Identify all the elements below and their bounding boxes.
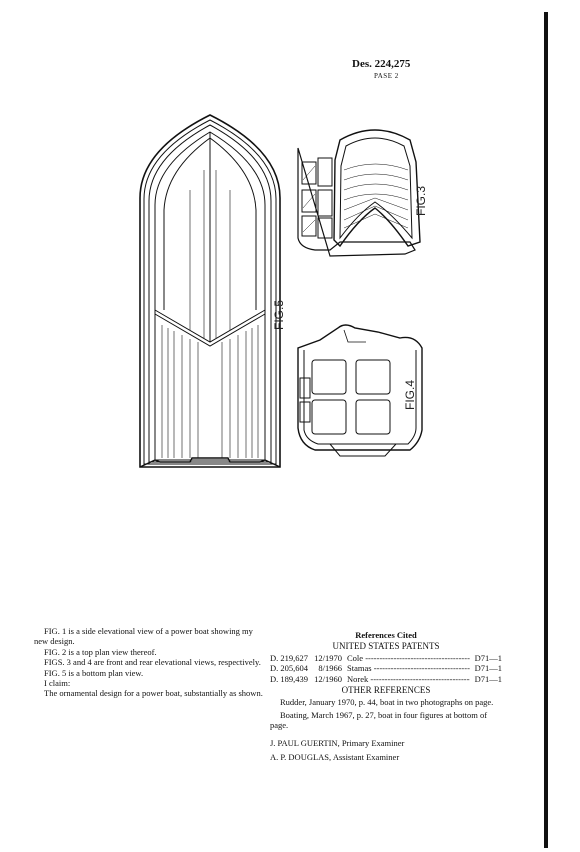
patent-name-cell: Norek ----- [347,674,470,684]
primary-examiner: J. PAUL GUERTIN, Primary Examiner [270,737,405,748]
us-patents-heading: UNITED STATES PATENTS [332,641,440,652]
patent-date-cell: 12/1960 [314,673,342,684]
description-paragraph: FIG. 5 is a bottom plan view. [44,667,144,678]
description-paragraph: FIGS. 3 and 4 are front and rear elevational views, respectively. [44,657,261,668]
description-paragraph: FIG. 2 is a top plan view thereof. [44,646,157,657]
other-reference: Rudder, January 1970, p. 44, boat in two photographs on page. [280,697,494,708]
assistant-examiner: A. P. DOUGLAS, Assistant Examiner [270,752,400,763]
patent-row [270,663,502,673]
other-references-heading: OTHER REFERENCES [341,685,431,696]
fig3-front-view [298,130,420,256]
fig4-label: FIG.4 [403,379,417,410]
fig5-label: FIG.5 [272,299,286,330]
patent-class-cell: D71—1 [474,663,502,674]
description-paragraph: FIG. 1 is a side elevational view of a power boat showing my new design. [34,626,253,647]
patent-number-cell: D. 205,604 [270,663,309,674]
claim-text: The ornamental design for a power boat, substantially as shown. [44,688,263,699]
description-column [34,626,268,699]
claim-heading: I claim: [44,678,71,689]
patent-date-cell: 8/1966 [318,663,342,674]
patent-row [270,653,502,663]
other-reference: Boating, March 1967, p. 27, boat in four figures at bottom of page. [270,709,488,731]
patent-date-cell: 12/1970 [314,652,342,663]
patent-name-cell: Stamas ----- [347,663,470,673]
sheet-label: PASE 2 [374,72,399,80]
references-column [270,630,502,762]
patent-number-cell: D. 219,627 [270,652,309,663]
boat-drawing [130,110,430,480]
patent-number: Des. 224,275 [352,58,411,70]
patent-class-cell: D71—1 [474,673,502,684]
patent-row [270,674,502,684]
patent-class-cell: D71—1 [474,652,502,663]
patent-name-cell: Cole ----- [347,653,470,663]
fig3-label: FIG.3 [414,185,428,216]
references-heading: References Cited [355,630,417,640]
page-edge-bar [544,12,548,848]
patent-number-cell: D. 189,439 [270,673,309,684]
fig5-bottom-view [140,115,280,467]
